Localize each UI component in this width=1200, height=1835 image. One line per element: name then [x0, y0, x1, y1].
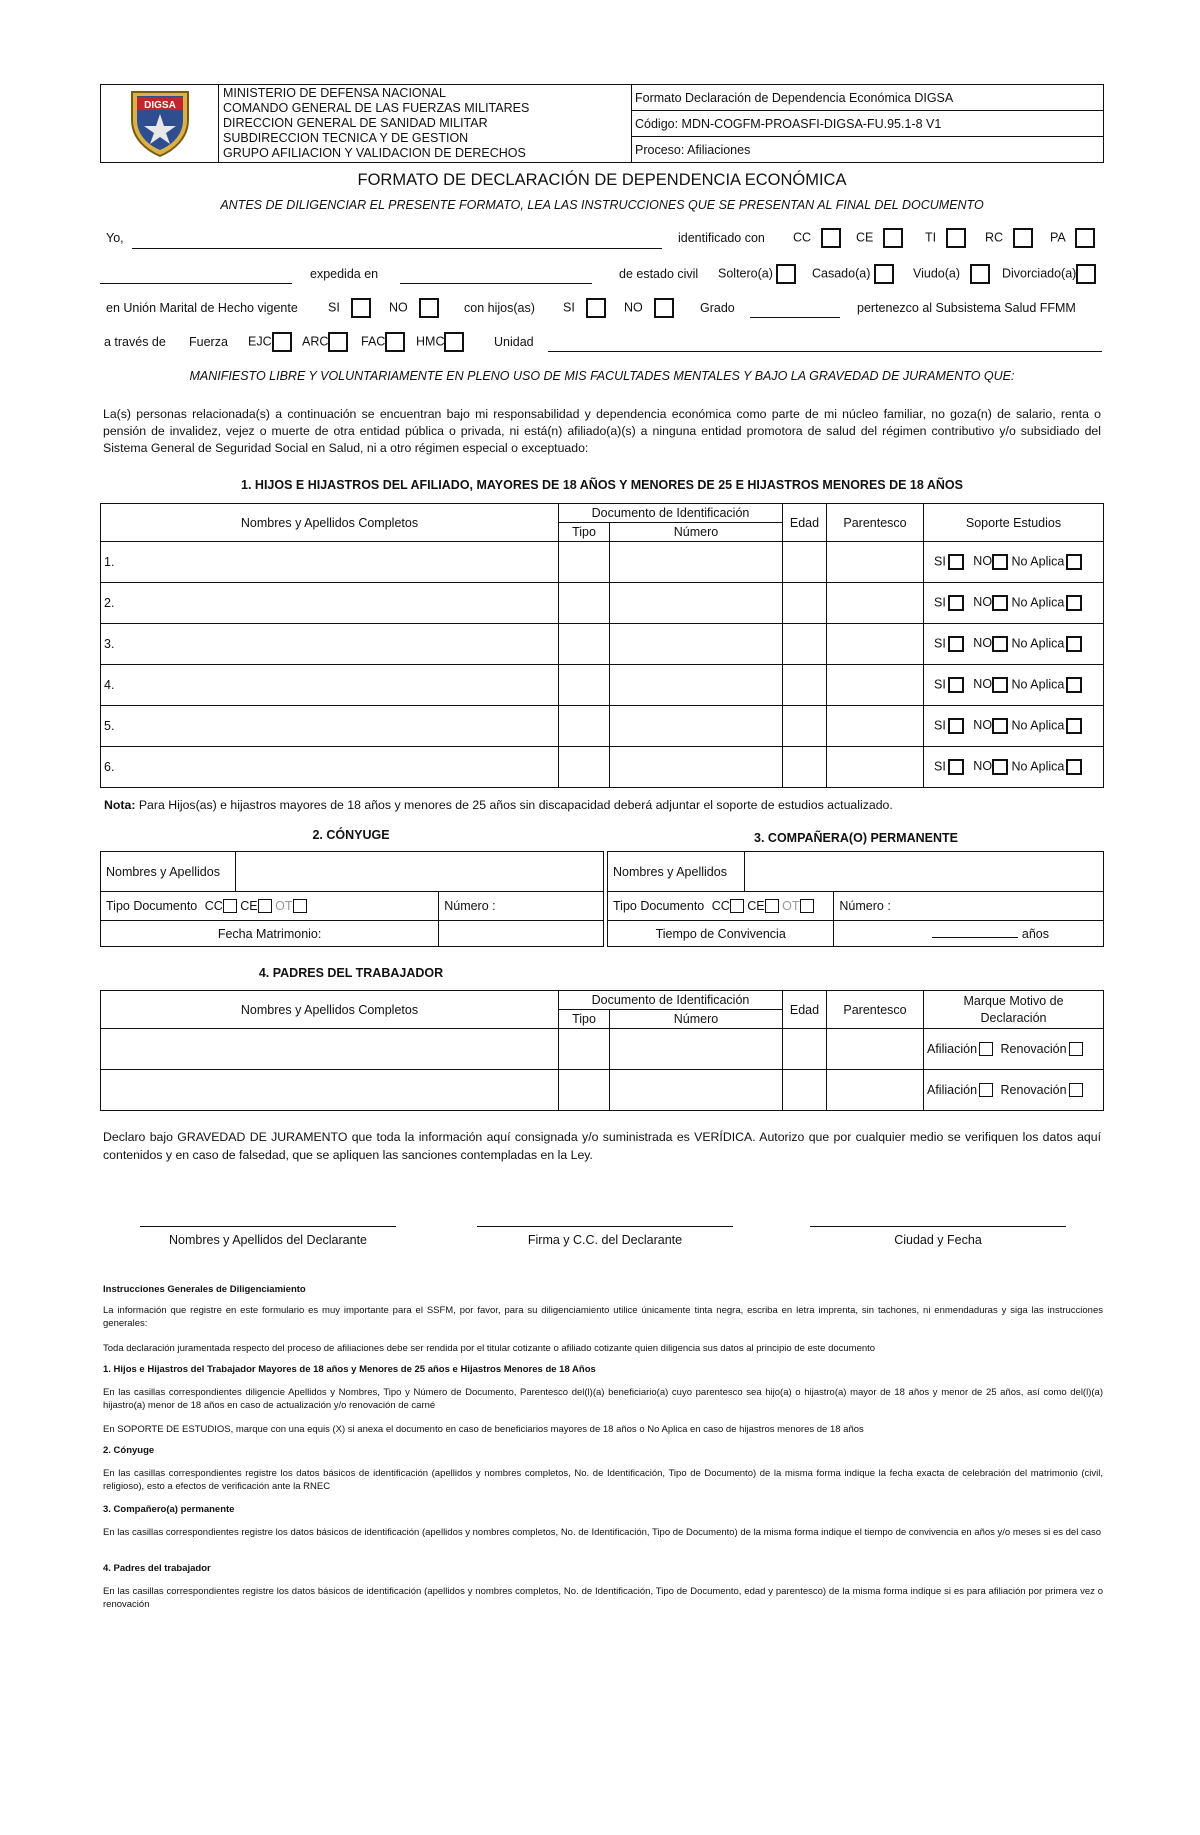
p-col-rel: Parentesco	[827, 991, 924, 1029]
row-number[interactable]	[610, 624, 783, 665]
signature-date-line[interactable]	[810, 1226, 1066, 1227]
signature-date-label: Ciudad y Fecha	[894, 1233, 982, 1247]
partner-cc-checkbox[interactable]	[730, 899, 744, 913]
section3-title: 3. COMPAÑERA(O) PERMANENTE	[754, 831, 958, 845]
doc-number-field[interactable]	[100, 283, 292, 284]
p-col-type: Tipo	[559, 1010, 610, 1029]
renewal-label: Renovación	[1000, 1082, 1067, 1097]
row-number[interactable]	[610, 665, 783, 706]
col-doc: Documento de Identificación	[559, 504, 783, 523]
p-col-doc: Documento de Identificación	[559, 991, 783, 1010]
force-ejc-label: EJC	[248, 334, 272, 349]
table-row	[101, 665, 1104, 706]
instructions-p5: En las casillas correspondientes registre los datos básicos de identificación (apellidos y nombres completos, No. de Identificación, Tipo de Documento) de la misma forma indique la fecha exacta de celebración del matrimonio (civil, religioso), esto a efectos de verificación ante la RNEC	[103, 1468, 1103, 1492]
instructions-p3: En las casillas correspondientes diligencie Apellidos y Nombres, Tipo y Número de Documento, Parentesco del(l)(a) beneficiario(a) cuyo parentesco sea hijo(a) o hijastro(a) mayor de 18 años y menor de 25 años, así como del(l)(a) hijastro(a) menor de 18 años en caso de actualización y/o renovación de carné	[103, 1387, 1103, 1411]
support-no-label: NO	[973, 759, 993, 774]
instructions-h3: 3. Compañero(a) permanente	[103, 1504, 235, 1515]
logo-text: DIGSA	[143, 100, 176, 111]
support-si-checkbox[interactable]	[948, 595, 964, 611]
spouse-names-field[interactable]	[236, 852, 604, 892]
support-si-checkbox[interactable]	[948, 718, 964, 734]
row-relationship[interactable]	[827, 542, 924, 583]
partner-cohab-field[interactable]	[834, 921, 1104, 947]
org-line-3: DIRECCION GENERAL DE SANIDAD MILITAR	[223, 116, 488, 130]
col-age: Edad	[783, 504, 827, 542]
row-support	[924, 747, 1104, 788]
row-support	[924, 706, 1104, 747]
support-no-checkbox[interactable]	[992, 554, 1008, 570]
status-widowed	[913, 264, 990, 284]
instructions-p1: La información que registre en este formulario es muy importante para el SSFM, por favor, para su diligenciamiento utilice únicamente tinta negra, escriba en letra imprenta, sin tachones, ni enmendaduras y siga las instrucciones generales:	[103, 1305, 1103, 1329]
parent-name[interactable]	[101, 1070, 559, 1111]
grade-field[interactable]	[750, 317, 840, 318]
spouse-cc-checkbox[interactable]	[223, 899, 237, 913]
row-age[interactable]	[783, 747, 827, 788]
support-no-label: NO	[973, 636, 993, 651]
support-si-checkbox[interactable]	[948, 759, 964, 775]
table-row	[101, 624, 1104, 665]
support-no-checkbox[interactable]	[992, 759, 1008, 775]
row-number[interactable]	[610, 542, 783, 583]
support-si-label: SI	[934, 636, 946, 651]
civil-status-label: de estado civil	[619, 267, 699, 281]
row-number[interactable]	[610, 706, 783, 747]
parent-number[interactable]	[610, 1070, 783, 1111]
logo-cell	[101, 85, 219, 163]
status-single	[718, 264, 796, 284]
affiliation-label: Afiliación	[927, 1082, 978, 1097]
doc-type-cc	[793, 228, 841, 248]
row-type[interactable]	[559, 542, 610, 583]
children-label: con hijos(as)	[464, 301, 535, 315]
support-si-checkbox[interactable]	[948, 554, 964, 570]
row-age[interactable]	[783, 542, 827, 583]
page-subtitle: ANTES DE DILIGENCIAR EL PRESENTE FORMATO, LEA LAS INSTRUCCIONES QUE SE PRESENTAN AL FINAL DEL DOCUMENTO	[220, 198, 984, 212]
section2-title: 2. CÓNYUGE	[312, 828, 390, 842]
signature-sign-line[interactable]	[477, 1226, 733, 1227]
row-relationship[interactable]	[827, 583, 924, 624]
force-arc	[302, 332, 348, 352]
force-label: Fuerza	[189, 335, 228, 349]
section1-title: 1. HIJOS E HIJASTROS DEL AFILIADO, MAYORES DE 18 AÑOS Y MENORES DE 25 E HIJASTROS MENORES DE 18 AÑOS	[241, 478, 963, 492]
support-si-label: SI	[934, 554, 946, 569]
org-line-2: COMANDO GENERAL DE LAS FUERZAS MILITARES	[223, 101, 530, 115]
instructions-title: Instrucciones Generales de Diligenciamiento	[103, 1284, 306, 1295]
affiliation-checkbox[interactable]	[979, 1042, 993, 1056]
page-title: FORMATO DE DECLARACIÓN DE DEPENDENCIA ECONÓMICA	[357, 171, 847, 189]
children-no	[624, 298, 674, 318]
union-si-label: SI	[328, 300, 340, 315]
row-index[interactable]: 6.	[101, 747, 559, 788]
instructions-p6: En las casillas correspondientes registre los datos básicos de identificación (apellidos y nombres completos, No. de Identificación, Tipo de Documento) de la misma forma indique el tiempo de convivencia en años y/o meses si es del caso	[103, 1527, 1102, 1538]
partner-cc-label: CC	[711, 898, 730, 913]
col-names: Nombres y Apellidos Completos	[101, 504, 559, 542]
org-line-4: SUBDIRECCION TECNICA Y DE GESTION	[223, 131, 469, 145]
partner-names-label: Nombres y Apellidos	[608, 852, 745, 892]
table-row	[101, 542, 1104, 583]
partner-table	[607, 851, 1104, 947]
children-si-label: SI	[563, 300, 575, 315]
support-na-label: No Aplica	[1011, 677, 1065, 692]
renewal-checkbox[interactable]	[1069, 1083, 1083, 1097]
force-fac-label: FAC	[361, 334, 386, 349]
force-hmc-label: HMC	[416, 334, 445, 349]
renewal-label: Renovación	[1000, 1041, 1067, 1056]
through-label: a través de	[104, 335, 166, 349]
doc-type-rc-label: RC	[985, 230, 1004, 245]
union-no-checkbox[interactable]	[419, 298, 439, 318]
table-row	[101, 706, 1104, 747]
row-age[interactable]	[783, 583, 827, 624]
row-index[interactable]: 5.	[101, 706, 559, 747]
p-col-reason: Marque Motivo de Declaración	[924, 991, 1104, 1029]
row-support	[924, 542, 1104, 583]
support-no-checkbox[interactable]	[992, 595, 1008, 611]
partner-doc-type-label: Tipo Documento	[613, 898, 705, 913]
doc-type-pa-label: PA	[1050, 230, 1066, 245]
children-no-checkbox[interactable]	[654, 298, 674, 318]
row-type[interactable]	[559, 747, 610, 788]
status-divorced-checkbox[interactable]	[1076, 264, 1096, 284]
support-na-checkbox[interactable]	[1066, 718, 1082, 734]
instructions-h2: 2. Cónyuge	[103, 1445, 155, 1456]
identified-label: identificado con	[678, 231, 765, 245]
support-si-label: SI	[934, 718, 946, 733]
support-na-label: No Aplica	[1011, 759, 1065, 774]
support-si-label: SI	[934, 759, 946, 774]
union-si-checkbox[interactable]	[351, 298, 371, 318]
force-fac-checkbox[interactable]	[385, 332, 405, 352]
status-divorced	[1002, 264, 1096, 284]
row-number[interactable]	[610, 583, 783, 624]
row-type[interactable]	[559, 583, 610, 624]
support-no-label: NO	[973, 595, 993, 610]
status-married-label: Casado(a)	[812, 266, 871, 281]
row-age[interactable]	[783, 624, 827, 665]
parent-relationship[interactable]	[827, 1070, 924, 1111]
doc-type-pa-checkbox[interactable]	[1075, 228, 1095, 248]
support-si-checkbox[interactable]	[948, 677, 964, 693]
partner-cohab-label: Tiempo de Convivencia	[608, 921, 834, 947]
spouse-marriage-field[interactable]	[439, 921, 604, 947]
parent-age[interactable]	[783, 1070, 827, 1111]
status-widowed-label: Viudo(a)	[913, 266, 961, 281]
doc-type-ce	[856, 228, 903, 248]
section4-title: 4. PADRES DEL TRABAJADOR	[258, 966, 444, 980]
row-support	[924, 665, 1104, 706]
partner-years-line[interactable]	[932, 926, 1018, 938]
row-type[interactable]	[559, 665, 610, 706]
spouse-ot-checkbox[interactable]	[293, 899, 307, 913]
status-widowed-checkbox[interactable]	[970, 264, 990, 284]
unit-label: Unidad	[494, 335, 534, 349]
parent-name[interactable]	[101, 1029, 559, 1070]
force-ejc-checkbox[interactable]	[272, 332, 292, 352]
status-single-label: Soltero(a)	[718, 266, 773, 281]
note-label: Nota:	[104, 798, 136, 812]
row-index[interactable]: 1.	[101, 542, 559, 583]
support-na-label: No Aplica	[1011, 718, 1065, 733]
table-row	[101, 1070, 1104, 1111]
parent-reason	[924, 1070, 1104, 1111]
col-rel: Parentesco	[827, 504, 924, 542]
status-married	[812, 264, 894, 284]
yo-label: Yo,	[106, 231, 124, 245]
parent-type[interactable]	[559, 1029, 610, 1070]
doc-type-ce-checkbox[interactable]	[883, 228, 903, 248]
format-code: Código: MDN-COGFM-PROASFI-DIGSA-FU.95.1-8 V1	[632, 111, 1104, 137]
force-arc-checkbox[interactable]	[328, 332, 348, 352]
children-si	[563, 298, 606, 318]
support-si-checkbox[interactable]	[948, 636, 964, 652]
spouse-ce-label: CE	[240, 898, 258, 913]
affiliation-label: Afiliación	[927, 1041, 978, 1056]
children-si-checkbox[interactable]	[586, 298, 606, 318]
format-process: Proceso: Afiliaciones	[632, 137, 1104, 163]
partner-doc-type	[608, 892, 834, 921]
doc-type-ti	[925, 228, 966, 248]
support-na-checkbox[interactable]	[1066, 636, 1082, 652]
support-no-checkbox[interactable]	[992, 718, 1008, 734]
partner-ce-checkbox[interactable]	[765, 899, 779, 913]
union-no-label: NO	[389, 300, 408, 315]
col-type: Tipo	[559, 523, 610, 542]
union-label: en Unión Marital de Hecho vigente	[106, 301, 298, 315]
children-table	[100, 503, 1104, 788]
row-support	[924, 624, 1104, 665]
partner-ot-label: OT	[782, 898, 800, 913]
partner-ce-label: CE	[747, 898, 765, 913]
grade-label: Grado	[700, 301, 735, 315]
row-index[interactable]: 3.	[101, 624, 559, 665]
doc-type-ti-label: TI	[925, 230, 937, 245]
row-type[interactable]	[559, 706, 610, 747]
oath-text: Declaro bajo GRAVEDAD DE JURAMENTO que toda la información aquí consignada y/o suministrada es VERÍDICA. Autorizo que por cualquier medio se verifiquen los datos aquí contenidos y en caso de falsedad, que se apliquen las sanciones contempladas en la Ley.	[103, 1130, 1101, 1162]
parent-age[interactable]	[783, 1029, 827, 1070]
format-name: Formato Declaración de Dependencia Económica DIGSA	[632, 85, 1104, 111]
doc-type-rc-checkbox[interactable]	[1013, 228, 1033, 248]
parents-table	[100, 990, 1104, 1111]
p-col-number: Número	[610, 1010, 783, 1029]
doc-type-ti-checkbox[interactable]	[946, 228, 966, 248]
row-index[interactable]: 4.	[101, 665, 559, 706]
subsystem-label: pertenezco al Subsistema Salud FFMM	[857, 301, 1076, 315]
table-row	[101, 747, 1104, 788]
instructions-p7: En las casillas correspondientes registre los datos básicos de identificación (apellidos y nombres completos, No. de Identificación, Tipo de Documento, edad y parentesco) de la misma forma indique si es para afiliación por primera vez o renovación	[103, 1586, 1103, 1610]
row-relationship[interactable]	[827, 624, 924, 665]
row-age[interactable]	[783, 665, 827, 706]
instructions-h4: 4. Padres del trabajador	[103, 1563, 211, 1574]
spouse-ot-label: OT	[275, 898, 293, 913]
force-hmc-checkbox[interactable]	[444, 332, 464, 352]
signature-name-label: Nombres y Apellidos del Declarante	[168, 1233, 368, 1247]
parent-reason	[924, 1029, 1104, 1070]
support-na-checkbox[interactable]	[1066, 554, 1082, 570]
partner-number-label[interactable]: Número :	[834, 892, 1104, 921]
partner-names-field[interactable]	[745, 852, 1104, 892]
doc-type-ce-label: CE	[856, 230, 874, 245]
manifest-text: MANIFIESTO LIBRE Y VOLUNTARIAMENTE EN PLENO USO DE MIS FACULTADES MENTALES Y BAJO LA GRAVEDAD DE JURAMENTO QUE:	[189, 369, 1015, 383]
support-na-checkbox[interactable]	[1066, 759, 1082, 775]
statement-text: La(s) personas relacionada(s) a continuación se encuentran bajo mi responsabilidad y dependencia económica como parte de mi núcleo familiar, no goza(n) de salario, renta o pensión de invalidez, vejez o muerte de otra entidad pública o privada, ni está(n) afiliado(a)(s) a ninguna entidad promotora de salud del régimen contributivo y/o subsidiado del Sistema General de Seguridad Social en Salud, ni a otro régimen especial o exceptuado:	[103, 407, 1101, 455]
renewal-checkbox[interactable]	[1069, 1042, 1083, 1056]
children-no-label: NO	[624, 300, 643, 315]
support-no-label: NO	[973, 718, 993, 733]
support-na-label: No Aplica	[1011, 554, 1065, 569]
support-na-label: No Aplica	[1011, 636, 1065, 651]
row-index[interactable]: 2.	[101, 583, 559, 624]
doc-type-cc-label: CC	[793, 230, 812, 245]
force-ejc	[248, 332, 292, 352]
row-relationship[interactable]	[827, 747, 924, 788]
instructions-p4: En SOPORTE DE ESTUDIOS, marque con una equis (X) si anexa el documento en caso de beneficiarios mayores de 18 años o No Aplica en caso de hijastros menores de 18 años	[103, 1424, 864, 1435]
union-si	[328, 298, 371, 318]
digsa-logo	[124, 86, 196, 158]
org-line-1: MINISTERIO DE DEFENSA NACIONAL	[223, 86, 446, 100]
union-no	[389, 298, 439, 318]
spouse-doc-type-label: Tipo Documento	[106, 898, 198, 913]
p-col-age: Edad	[783, 991, 827, 1029]
note-text: Para Hijos(as) e hijastros mayores de 18 años y menores de 25 años sin discapacidad deberá adjuntar el soporte de estudios actualizado.	[138, 798, 893, 812]
instructions-p2: Toda declaración juramentada respecto del proceso de afiliaciones debe ser rendida por el titular cotizante o afiliado cotizante quien diligencia sus datos al principio de este documento	[103, 1343, 876, 1354]
doc-type-pa	[1050, 228, 1095, 248]
row-relationship[interactable]	[827, 665, 924, 706]
support-no-checkbox[interactable]	[992, 636, 1008, 652]
section1-note	[104, 798, 893, 812]
partner-ot-checkbox[interactable]	[800, 899, 814, 913]
col-support: Soporte Estudios	[924, 504, 1104, 542]
spouse-table	[100, 851, 604, 947]
force-arc-label: ARC	[302, 334, 329, 349]
declarant-name-field[interactable]	[132, 248, 662, 249]
col-number: Número	[610, 523, 783, 542]
signature-name-line[interactable]	[140, 1226, 396, 1227]
support-na-label: No Aplica	[1011, 595, 1065, 610]
row-number[interactable]	[610, 747, 783, 788]
p-col-names: Nombres y Apellidos Completos	[101, 991, 559, 1029]
support-no-label: NO	[973, 677, 993, 692]
affiliation-checkbox[interactable]	[979, 1083, 993, 1097]
parent-type[interactable]	[559, 1070, 610, 1111]
support-si-label: SI	[934, 595, 946, 610]
spouse-number-label[interactable]: Número :	[439, 892, 604, 921]
force-fac	[361, 332, 405, 352]
doc-type-rc	[985, 228, 1033, 248]
support-na-checkbox[interactable]	[1066, 677, 1082, 693]
unit-field[interactable]	[548, 351, 1102, 352]
status-married-checkbox[interactable]	[874, 264, 894, 284]
signature-sign-label: Firma y C.C. del Declarante	[527, 1233, 683, 1247]
org-cell	[219, 85, 632, 163]
instructions-h1: 1. Hijos e Hijastros del Trabajador Mayores de 18 años y Menores de 25 años e Hijastros Menores de 18 Años	[103, 1364, 596, 1375]
doc-type-cc-checkbox[interactable]	[821, 228, 841, 248]
row-type[interactable]	[559, 624, 610, 665]
table-row	[101, 583, 1104, 624]
row-age[interactable]	[783, 706, 827, 747]
support-no-label: NO	[973, 554, 993, 569]
header-table	[100, 84, 1104, 163]
parent-relationship[interactable]	[827, 1029, 924, 1070]
spouse-cc-label: CC	[204, 898, 223, 913]
status-single-checkbox[interactable]	[776, 264, 796, 284]
row-support	[924, 583, 1104, 624]
table-row	[101, 1029, 1104, 1070]
spouse-doc-type	[101, 892, 439, 921]
row-relationship[interactable]	[827, 706, 924, 747]
support-si-label: SI	[934, 677, 946, 692]
status-divorced-label: Divorciado(a)	[1002, 266, 1077, 281]
org-line-5: GRUPO AFILIACION Y VALIDACION DE DERECHOS	[223, 146, 526, 160]
support-na-checkbox[interactable]	[1066, 595, 1082, 611]
partner-years-label: años	[1021, 927, 1049, 941]
spouse-ce-checkbox[interactable]	[258, 899, 272, 913]
spouse-marriage-label: Fecha Matrimonio:	[101, 921, 439, 947]
spouse-names-label: Nombres y Apellidos	[101, 852, 236, 892]
parent-number[interactable]	[610, 1029, 783, 1070]
support-no-checkbox[interactable]	[992, 677, 1008, 693]
issued-label: expedida en	[310, 267, 379, 281]
force-hmc	[416, 332, 464, 352]
issued-in-field[interactable]	[400, 283, 592, 284]
